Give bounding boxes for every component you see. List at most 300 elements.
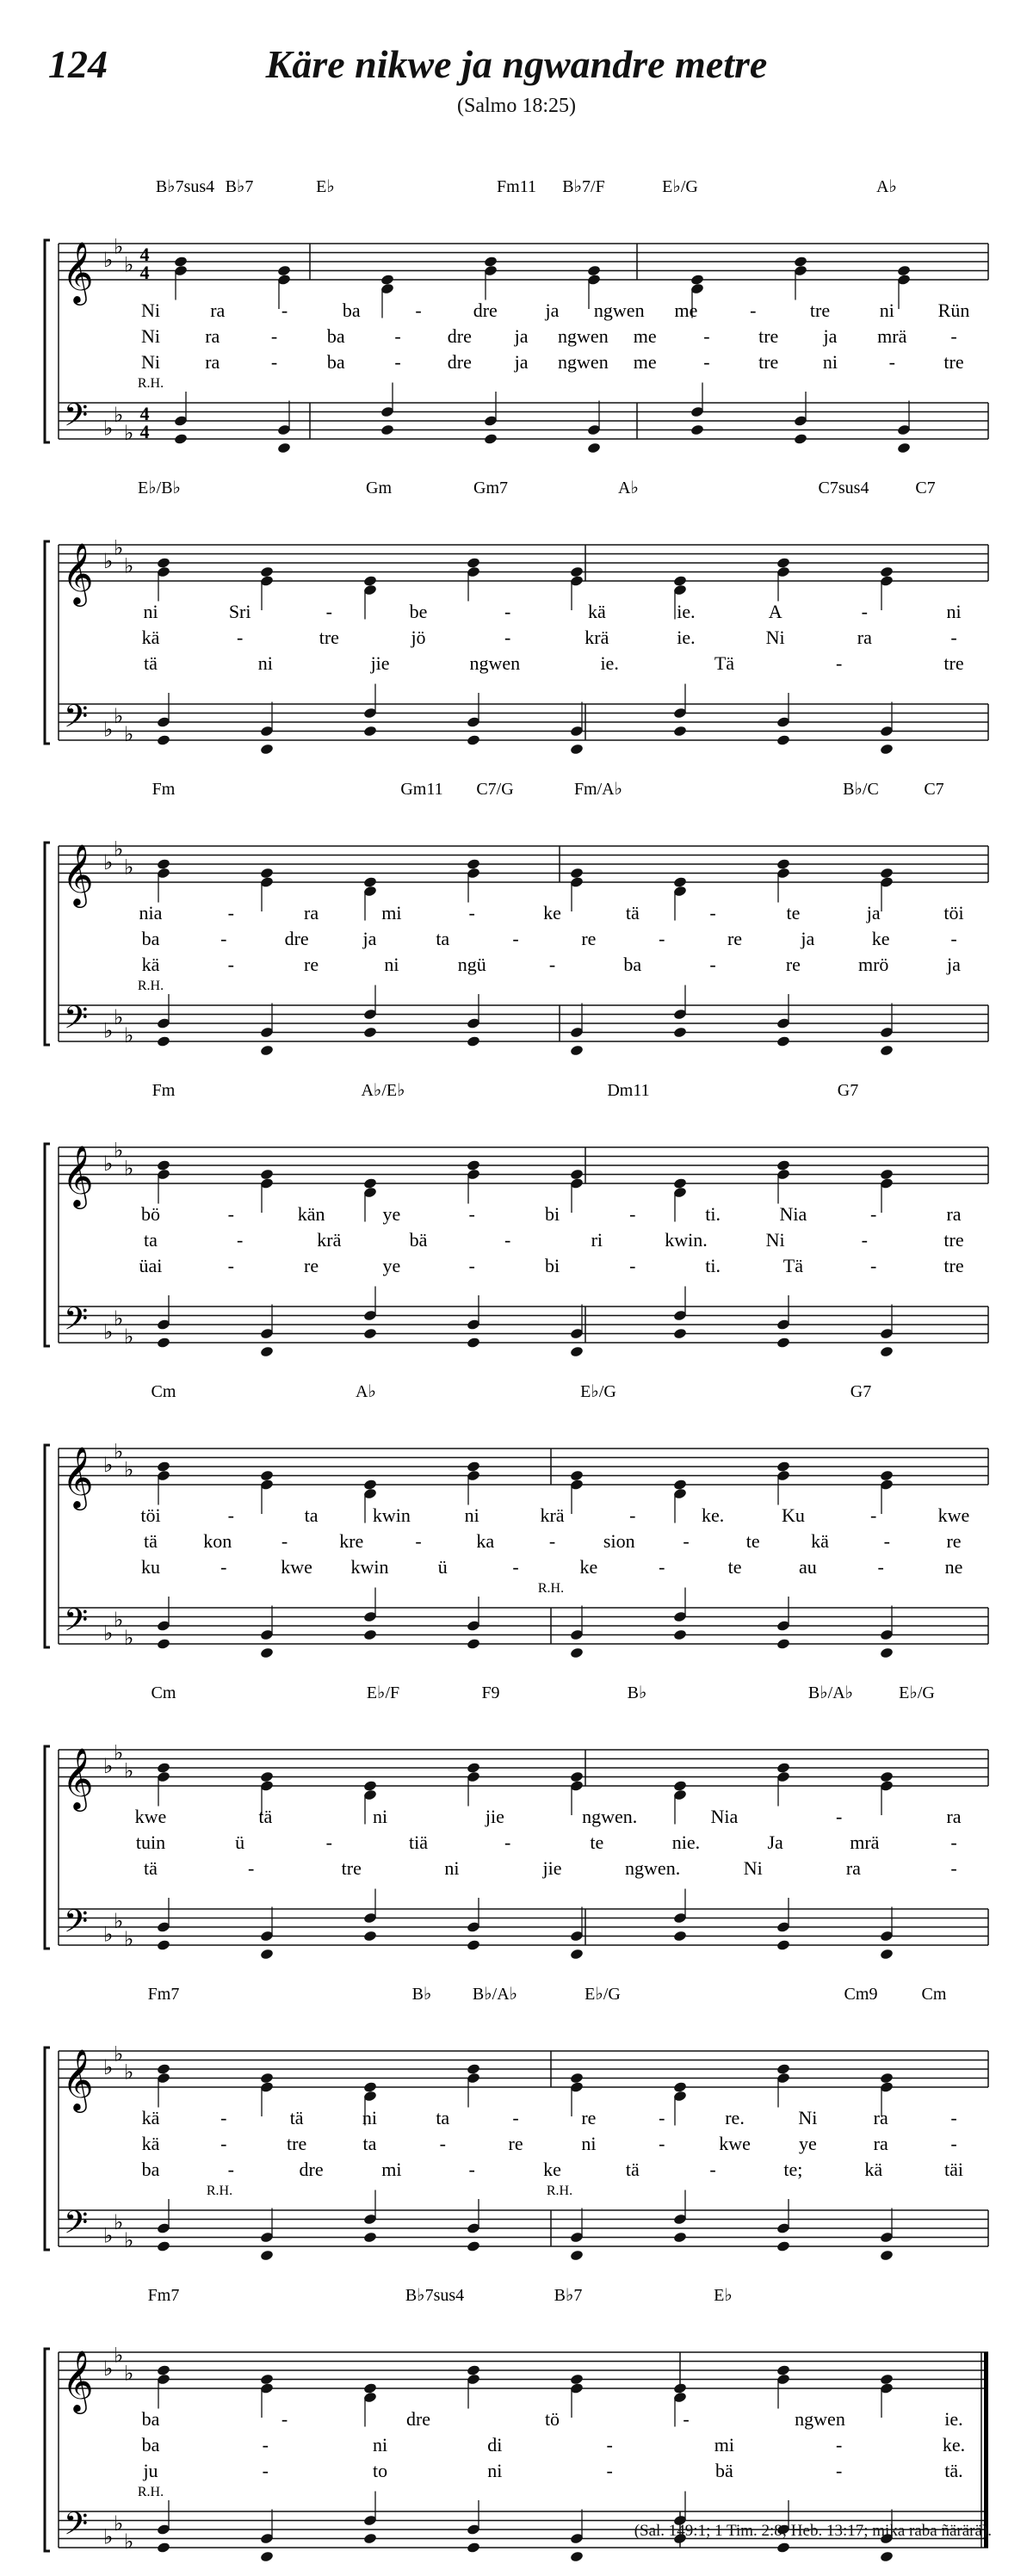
lyric-syllable: kän — [297, 1203, 325, 1225]
chord-symbol: A♭ — [618, 479, 639, 497]
bass-clef: 𝄢 — [64, 1904, 89, 1947]
treble-note-head — [467, 858, 481, 870]
bass-note-head — [157, 1638, 171, 1650]
lyric-syllable: mi — [381, 902, 402, 924]
treble-note-head — [174, 256, 189, 268]
chord-symbol: B♭7sus4 — [405, 2286, 465, 2305]
footer-references: (Sal. 149:1; 1 Tim. 2:8; Heb. 13:17; mika raba ñärärä). — [634, 2522, 992, 2540]
lyric-syllable: - — [950, 2107, 957, 2128]
lyric-syllable: - — [659, 1556, 665, 1578]
lyric-syllable: dre — [299, 2159, 324, 2180]
lyric-syllable: - — [606, 2434, 613, 2456]
treble-note-head — [260, 2373, 275, 2385]
treble-note-head — [157, 2364, 171, 2376]
key-signature-flat: ♭ — [114, 2344, 124, 2368]
lyric-syllable: - — [227, 954, 234, 975]
treble-note-head — [570, 2373, 585, 2385]
key-signature-flat: ♭ — [124, 1158, 134, 1181]
hymn-number: 124 — [48, 42, 108, 86]
bass-note-head — [260, 1044, 275, 1056]
lyric-syllable: re. — [725, 2107, 745, 2128]
system-brace — [45, 1746, 50, 1949]
lyric-syllable: - — [683, 1530, 690, 1552]
lyric-syllable: ra — [205, 351, 220, 373]
system-brace — [45, 843, 50, 1045]
treble-note-head — [673, 1780, 688, 1792]
treble-note-head — [363, 876, 378, 888]
music-system — [45, 780, 988, 1057]
bass-note-head — [587, 442, 602, 454]
lyric-syllable: te; — [783, 2159, 803, 2180]
bass-note-head — [277, 442, 292, 454]
bass-note-head — [880, 1345, 894, 1357]
lyric-syllable: ja — [362, 928, 377, 949]
treble-note-head — [673, 575, 688, 587]
bass-note-head — [880, 2249, 894, 2261]
bass-note-head — [673, 1628, 688, 1640]
lyric-syllable: - — [950, 325, 957, 347]
treble-note-head — [673, 1177, 688, 1189]
key-signature-flat: ♭ — [114, 1609, 124, 1632]
chord-symbol: B♭7/F — [562, 177, 605, 196]
treble-note-head — [587, 264, 602, 276]
lyric-syllable: ta — [436, 2107, 450, 2128]
lyric-syllable: ja — [801, 928, 815, 949]
treble-note-head — [157, 858, 171, 870]
lyric-syllable: tre — [319, 627, 339, 648]
lyric-syllable: - — [870, 1255, 877, 1276]
key-signature-flat: ♭ — [124, 723, 134, 746]
key-signature-flat: ♭ — [124, 2363, 134, 2386]
lyric-syllable: - — [703, 325, 710, 347]
lyric-syllable: ke — [543, 2159, 561, 2180]
key-signature-flat: ♭ — [103, 1153, 114, 1176]
lyric-syllable: jö — [411, 627, 426, 648]
key-signature-flat: ♭ — [103, 1622, 114, 1646]
bass-note-head — [880, 1646, 894, 1659]
lyric-syllable: ri — [591, 1229, 603, 1251]
lyric-syllable: üai — [139, 1255, 163, 1276]
bass-note-head — [157, 1035, 171, 1047]
time-signature-top: 4 — [139, 403, 150, 424]
lyric-syllable: ni — [384, 954, 399, 975]
bass-note-head — [880, 1948, 894, 1960]
bass-note-head — [673, 1026, 688, 1038]
lyric-syllable: Ni — [765, 627, 785, 648]
lyric-syllable: krä — [540, 1504, 565, 1526]
bass-note-head — [467, 1939, 481, 1951]
lyric-syllable: ngü — [457, 954, 486, 975]
treble-note-head — [363, 2382, 378, 2394]
treble-note-head — [467, 557, 481, 569]
lyric-syllable: ra — [857, 627, 872, 648]
lyric-syllable: tre — [943, 652, 964, 674]
lyric-syllable: - — [220, 1556, 227, 1578]
lyric-syllable: - — [750, 300, 757, 321]
lyric-syllable: ni — [143, 601, 158, 622]
lyric-syllable: - — [262, 2434, 269, 2456]
bass-note-head — [467, 2542, 481, 2554]
lyric-syllable: ta — [436, 928, 450, 949]
lyric-syllable: - — [950, 627, 957, 648]
bass-note-head — [467, 1638, 481, 1650]
system-brace — [45, 2048, 50, 2250]
bass-note-head — [570, 1948, 585, 1960]
bass-clef: 𝄢 — [64, 398, 89, 441]
treble-note-head — [776, 1159, 791, 1171]
treble-note-head — [157, 1762, 171, 1774]
bass-note-head — [260, 743, 275, 755]
lyric-syllable: - — [227, 2159, 234, 2180]
chord-symbol: E♭ — [316, 177, 335, 196]
hymn-reference: (Salmo 18:25) — [457, 95, 576, 117]
bass-note-head — [260, 1646, 275, 1659]
lyric-syllable: Ni — [743, 1857, 763, 1879]
lyric-syllable: dre — [473, 300, 498, 321]
bass-note-head — [363, 2532, 378, 2544]
chord-symbol: E♭/G — [662, 177, 698, 196]
lyric-syllable: ra — [946, 1806, 962, 1827]
bass-clef: 𝄢 — [64, 1000, 89, 1043]
lyric-syllable: tuin — [135, 1832, 166, 1853]
lyric-syllable: kä — [864, 2159, 883, 2180]
treble-note-head — [277, 264, 292, 276]
lyric-syllable: - — [659, 928, 665, 949]
lyric-syllable: ke. — [942, 2434, 966, 2456]
lyric-syllable: - — [709, 954, 716, 975]
chord-symbol: G7 — [837, 1081, 859, 1100]
lyric-syllable: - — [512, 1556, 519, 1578]
system-brace — [45, 1445, 50, 1647]
lyric-syllable: - — [281, 1530, 288, 1552]
lyric-syllable: ü — [437, 1556, 448, 1578]
lyric-syllable: - — [227, 1255, 234, 1276]
bass-note-head — [467, 1337, 481, 1349]
key-signature-flat: ♭ — [114, 1742, 124, 1765]
lyric-syllable: mrö — [857, 954, 889, 975]
lyric-syllable: - — [281, 300, 288, 321]
lyric-syllable: - — [220, 2107, 227, 2128]
time-signature-bottom: 4 — [139, 421, 150, 442]
chord-symbol: Gm — [366, 479, 392, 497]
lyric-syllable: tä — [144, 652, 158, 674]
chord-symbol: C7 — [915, 479, 936, 497]
lyric-syllable: kä — [141, 627, 160, 648]
lyric-syllable: - — [709, 902, 716, 924]
lyric-syllable: kwin. — [665, 1229, 708, 1251]
lyric-syllable: - — [220, 2133, 227, 2154]
time-signature-top: 4 — [139, 244, 150, 265]
lyric-syllable: ku — [141, 1556, 160, 1578]
lyric-syllable: - — [468, 902, 475, 924]
lyric-syllable: - — [439, 2133, 446, 2154]
lyric-syllable: kwin — [350, 1556, 389, 1578]
key-signature-flat: ♭ — [114, 1140, 124, 1163]
lyric-syllable: ngwen. — [625, 1857, 681, 1879]
lyric-syllable: Tä — [782, 1255, 804, 1276]
lyric-syllable: ie. — [677, 627, 696, 648]
lyric-syllable: mi — [714, 2434, 735, 2456]
lyric-syllable: tä. — [944, 2460, 963, 2481]
lyric-syllable: nia — [139, 902, 163, 924]
lyric-syllable: Rün — [937, 300, 970, 321]
treble-clef: 𝄞 — [62, 244, 94, 302]
music-system — [45, 1382, 988, 1659]
lyric-syllable: - — [659, 2133, 665, 2154]
lyric-syllable: re — [581, 928, 597, 949]
bass-note-head — [363, 1930, 378, 1942]
lyric-syllable: ba — [141, 2159, 160, 2180]
treble-note-head — [260, 1469, 275, 1481]
lyric-syllable: te — [786, 902, 801, 924]
key-signature-flat: ♭ — [124, 2530, 134, 2554]
lyric-syllable: sion — [603, 1530, 635, 1552]
key-signature-flat: ♭ — [114, 404, 124, 427]
lyric-syllable: ke — [871, 928, 890, 949]
key-signature-flat: ♭ — [103, 719, 114, 742]
treble-note-head — [880, 565, 894, 578]
lyric-syllable: - — [709, 2159, 716, 2180]
chord-symbol: B♭/A♭ — [472, 1985, 518, 2004]
hymn-title: Käre nikwe ja ngwandre metre — [265, 42, 768, 86]
bass-note-head — [363, 2231, 378, 2243]
treble-note-head — [880, 1168, 894, 1180]
lyric-syllable: töi — [943, 902, 964, 924]
lyric-syllable: re — [785, 954, 801, 975]
lyric-syllable: ja — [866, 902, 881, 924]
chord-symbol: Cm — [151, 1683, 176, 1702]
lyric-syllable: tä — [144, 1530, 158, 1552]
chord-symbol: E♭/G — [580, 1382, 616, 1401]
lyric-syllable: tre — [943, 1255, 964, 1276]
lyric-syllable: re — [946, 1530, 962, 1552]
treble-note-head — [157, 1461, 171, 1473]
lyric-syllable: - — [237, 627, 244, 648]
lyric-syllable: dre — [284, 928, 309, 949]
chord-symbol: B♭7 — [225, 177, 254, 196]
lyric-syllable: - — [950, 2133, 957, 2154]
treble-clef: 𝄞 — [62, 846, 94, 905]
chord-symbol: B♭ — [411, 1985, 432, 2004]
bass-note-head — [880, 2550, 894, 2562]
treble-clef: 𝄞 — [62, 1750, 94, 1808]
lyric-syllable: - — [504, 601, 511, 622]
final-bar-thick — [984, 2352, 988, 2548]
treble-note-head — [467, 2364, 481, 2376]
key-signature-flat: ♭ — [103, 1924, 114, 1947]
key-signature-flat: ♭ — [103, 852, 114, 874]
lyric-syllable: - — [836, 1806, 843, 1827]
lyric-syllable: krä — [317, 1229, 342, 1251]
treble-note-head — [363, 2081, 378, 2093]
treble-note-head — [467, 2063, 481, 2075]
lyric-syllable: re — [508, 2133, 523, 2154]
lyric-syllable: Sri — [228, 601, 251, 622]
treble-note-head — [570, 1168, 585, 1180]
bass-note-head — [260, 2550, 275, 2562]
chord-symbol: F9 — [481, 1683, 500, 1702]
bass-note-head — [673, 1930, 688, 1942]
lyric-syllable: kä — [141, 2133, 160, 2154]
lyric-syllable: - — [659, 2107, 665, 2128]
lyric-syllable: ni — [444, 1857, 460, 1879]
lyric-syllable: ye — [382, 1255, 401, 1276]
treble-note-head — [673, 1479, 688, 1491]
bass-note-head — [157, 734, 171, 746]
bass-note-head — [776, 2542, 791, 2554]
lyric-syllable: tä — [625, 2159, 640, 2180]
treble-clef: 𝄞 — [62, 545, 94, 603]
treble-note-head — [157, 557, 171, 569]
treble-note-head — [363, 1479, 378, 1491]
lyric-syllable: kä — [141, 954, 160, 975]
music-system — [45, 1683, 988, 1961]
lyric-syllable: - — [950, 1832, 957, 1853]
lyric-syllable: tiä — [409, 1832, 428, 1853]
lyric-syllable: - — [227, 1504, 234, 1526]
lyric-syllable: tä — [258, 1806, 273, 1827]
lyric-syllable: - — [836, 652, 843, 674]
lyric-syllable: ie. — [600, 652, 619, 674]
treble-note-head — [363, 575, 378, 587]
lyric-syllable: ke — [543, 902, 561, 924]
system-brace — [45, 240, 50, 442]
chord-symbol: A♭ — [356, 1382, 376, 1401]
lyric-syllable: me — [674, 300, 698, 321]
key-signature-flat: ♭ — [103, 2526, 114, 2549]
treble-note-head — [570, 1770, 585, 1782]
lyric-syllable: re — [581, 2107, 597, 2128]
key-signature-flat: ♭ — [114, 537, 124, 560]
treble-note-head — [776, 858, 791, 870]
key-signature-flat: ♭ — [103, 1455, 114, 1477]
music-system — [45, 177, 988, 454]
key-signature-flat: ♭ — [124, 1627, 134, 1650]
lyric-syllable: Ni — [765, 1229, 785, 1251]
lyric-syllable: mrä — [877, 325, 907, 347]
bass-note-head — [880, 1044, 894, 1056]
chord-symbol: Fm — [152, 1081, 176, 1100]
chord-symbol: Cm — [151, 1382, 176, 1401]
chord-symbol: E♭/B♭ — [138, 479, 181, 497]
lyric-syllable: - — [504, 1229, 511, 1251]
key-signature-flat: ♭ — [114, 2043, 124, 2066]
lyric-syllable: - — [227, 1203, 234, 1225]
lyric-syllable: - — [548, 954, 556, 975]
treble-note-head — [380, 274, 395, 286]
bass-clef: 𝄢 — [64, 699, 89, 742]
bass-note-head — [776, 1939, 791, 1951]
treble-note-head — [467, 1159, 481, 1171]
key-signature-flat: ♭ — [124, 1928, 134, 1951]
lyric-syllable: bä — [409, 1229, 428, 1251]
lyric-syllable: kä — [141, 2107, 160, 2128]
lyric-syllable: - — [888, 351, 895, 373]
lyric-syllable: au — [798, 1556, 817, 1578]
chord-symbol: B♭7sus4 — [155, 177, 215, 196]
bass-note-head — [673, 2231, 688, 2243]
treble-note-head — [776, 1461, 791, 1473]
treble-clef: 𝄞 — [62, 2352, 94, 2411]
key-signature-flat: ♭ — [103, 2057, 114, 2079]
lyric-syllable: me — [633, 325, 657, 347]
treble-note-head — [880, 1469, 894, 1481]
lyric-syllable: ke. — [701, 1504, 725, 1526]
chord-symbol: Gm11 — [400, 780, 443, 799]
lyric-syllable: ba — [141, 928, 160, 949]
key-signature-flat: ♭ — [103, 1321, 114, 1344]
key-signature-flat: ♭ — [124, 2229, 134, 2252]
lyric-syllable: - — [262, 2460, 269, 2481]
lyric-syllable: A — [768, 601, 782, 622]
bass-note-head — [570, 2550, 585, 2562]
treble-note-head — [260, 2072, 275, 2084]
lyric-syllable: jie — [542, 1857, 562, 1879]
treble-note-head — [880, 867, 894, 879]
chord-symbol: E♭/F — [366, 1683, 400, 1702]
lyric-syllable: - — [394, 351, 401, 373]
lyric-syllable: - — [629, 1203, 636, 1225]
key-signature-flat: ♭ — [124, 1459, 134, 1482]
bass-note-head — [897, 442, 912, 454]
chord-symbol: A♭/E♭ — [361, 1081, 405, 1100]
lyric-syllable: Ja — [767, 1832, 783, 1853]
chord-symbol: C7/G — [476, 780, 514, 799]
treble-note-head — [260, 1168, 275, 1180]
lyric-syllable: krä — [585, 627, 609, 648]
treble-note-head — [794, 256, 808, 268]
lyric-syllable: - — [504, 627, 511, 648]
lyric-syllable: tä — [625, 902, 640, 924]
treble-clef: 𝄞 — [62, 1449, 94, 1507]
lyric-syllable: - — [629, 1504, 636, 1526]
bass-note-head — [690, 423, 705, 436]
treble-note-head — [880, 2072, 894, 2084]
lyric-syllable: - — [606, 2460, 613, 2481]
lyric-syllable: ni — [362, 2107, 378, 2128]
lyric-syllable: ti. — [705, 1255, 721, 1276]
treble-note-head — [880, 2373, 894, 2385]
lyric-syllable: ke — [579, 1556, 598, 1578]
system-brace — [45, 541, 50, 744]
chord-symbol: Dm11 — [607, 1081, 650, 1100]
treble-note-head — [260, 867, 275, 879]
right-hand-marker: R.H. — [206, 2184, 233, 2198]
bass-note-head — [776, 1337, 791, 1349]
lyric-syllable: - — [281, 2408, 288, 2430]
chord-symbol: Fm7 — [147, 1985, 180, 2004]
treble-note-head — [363, 1780, 378, 1792]
lyric-syllable: ni — [879, 300, 894, 321]
lyric-syllable: - — [270, 351, 278, 373]
chord-symbol: Fm/A♭ — [573, 780, 623, 799]
bass-note-head — [363, 1628, 378, 1640]
bass-note-head — [260, 2249, 275, 2261]
lyric-syllable: - — [325, 1832, 332, 1853]
lyric-syllable: tre — [809, 300, 831, 321]
lyric-syllable: tre — [758, 325, 779, 347]
lyric-syllable: - — [870, 1203, 877, 1225]
lyric-syllable: - — [270, 325, 278, 347]
lyric-syllable: jie — [485, 1806, 504, 1827]
bass-note-head — [673, 725, 688, 737]
lyric-syllable: - — [861, 1229, 868, 1251]
lyric-syllable: te — [745, 1530, 760, 1552]
lyric-syllable: - — [703, 351, 710, 373]
lyric-syllable: bi — [544, 1203, 560, 1225]
bass-note-head — [157, 1337, 171, 1349]
lyric-syllable: bä — [715, 2460, 733, 2481]
